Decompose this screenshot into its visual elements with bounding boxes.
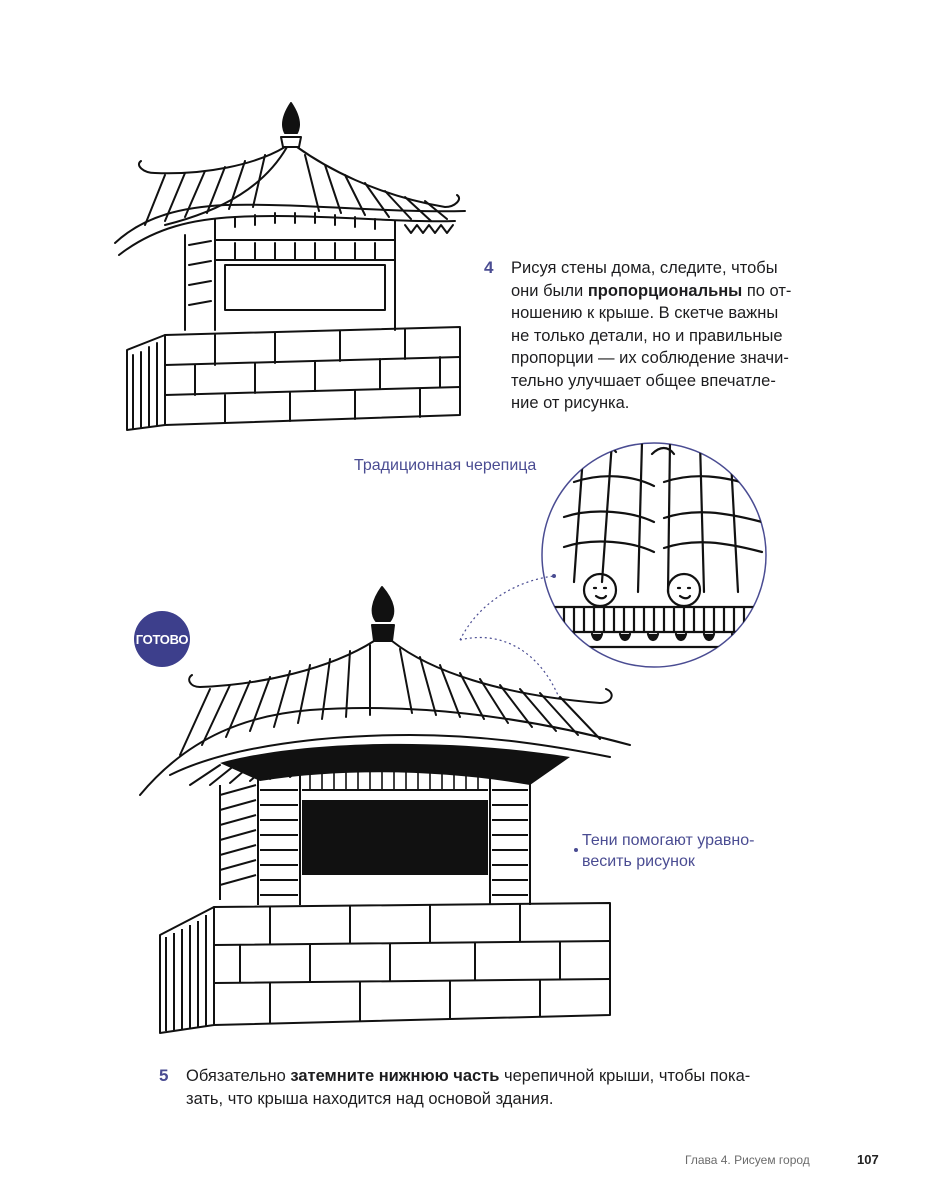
pavilion-sketch-finished (130, 585, 640, 1045)
step-5-line: Обязательно затемните нижнюю часть черепичной крыши, чтобы пока- (186, 1067, 751, 1085)
step-4-line: ношению к крыше. В скетче важны (511, 304, 779, 322)
callout-shadows-line: Тени помогают уравно- (582, 832, 755, 849)
step-5 (159, 1065, 839, 1115)
step-4-text (511, 257, 791, 415)
step-4-emphasis: пропорциональны (587, 281, 743, 300)
step-5-number: 5 (159, 1066, 169, 1085)
step-4-line: они были пропорциональны по от- (511, 281, 792, 300)
step-4-line: не только детали, но и правильные (511, 326, 783, 345)
step-4-line: пропорции — их соблюдение значи- (511, 349, 789, 367)
pavilion-sketch-outline (105, 95, 475, 435)
step-4-line: тельно улучшает общее впечатле- (511, 371, 776, 390)
step-4-line: ние от рисунка. (511, 394, 630, 412)
step-4 (484, 257, 834, 417)
page-number: 107 (857, 1152, 879, 1167)
done-badge: ГОТОВО (134, 611, 190, 667)
footer-chapter: Глава 4. Рисуем город (685, 1153, 810, 1167)
callout-traditional-tiles: Традиционная черепица (354, 457, 537, 474)
step-4-line: Рисуя стены дома, следите, чтобы (511, 259, 778, 277)
step-5-text (186, 1065, 750, 1110)
step-5-emphasis: затемните нижнюю часть (290, 1067, 500, 1085)
callout-shadows-line: весить рисунок (582, 853, 695, 870)
step-4-number: 4 (484, 258, 494, 277)
step-5-line: зать, что крыша находится над основой здания. (186, 1089, 554, 1108)
callout-shadows (582, 830, 754, 872)
